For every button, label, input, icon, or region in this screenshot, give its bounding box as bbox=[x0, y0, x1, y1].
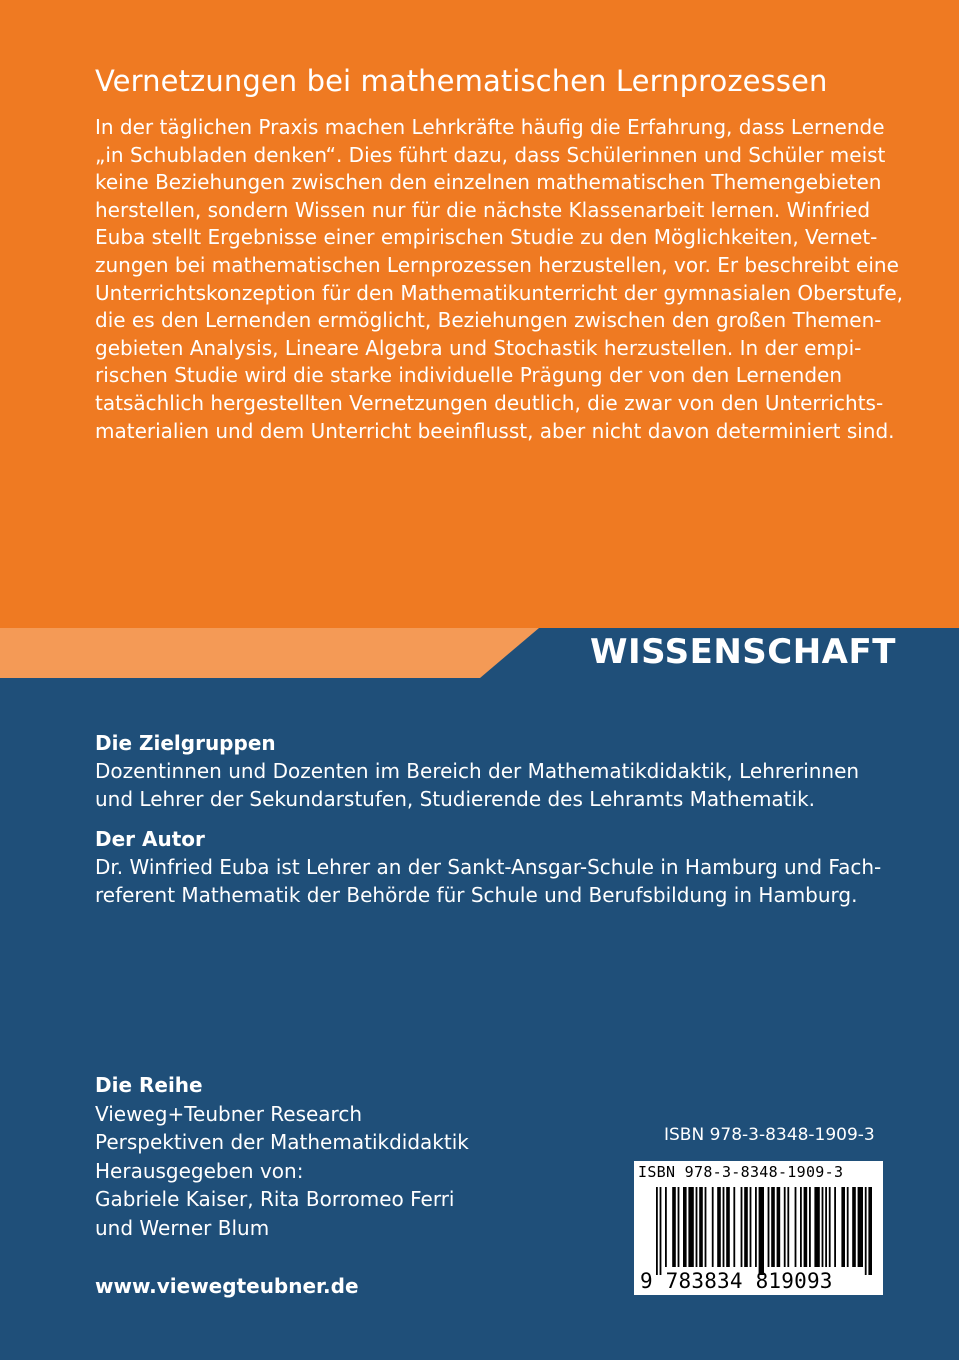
author-line: Dr. Winfried Euba ist Lehrer an der Sankt-Ansgar-Schule in Hamburg und Fach- bbox=[95, 855, 882, 879]
isbn-label: ISBN 978-3-8348-1909-3 bbox=[664, 1125, 875, 1145]
band-label: WISSENSCHAFT bbox=[590, 632, 896, 672]
target-groups-line: Dozentinnen und Dozenten im Bereich der Mathematikdidaktik, Lehrerinnen bbox=[95, 759, 860, 783]
series-line: Gabriele Kaiser, Rita Borromeo Ferri bbox=[95, 1187, 455, 1212]
barcode-bottom-text: 9 783834 819093 bbox=[640, 1269, 833, 1293]
author-section bbox=[95, 825, 881, 909]
description-line: „in Schubladen denken“. Dies führt dazu, dass Schülerinnen und Schüler meist bbox=[95, 142, 886, 167]
description-line: Euba stellt Ergebnisse einer empirischen Studie zu den Möglichkeiten, Vernet- bbox=[95, 225, 878, 250]
author-heading: Der Autor bbox=[95, 827, 205, 851]
description-line: Unterrichtskonzeption für den Mathematikunterricht der gymnasialen Oberstufe, bbox=[95, 280, 904, 305]
description-line: die es den Lernenden ermöglicht, Beziehungen zwischen den großen Themen- bbox=[95, 308, 882, 333]
target-groups-section bbox=[95, 729, 859, 813]
target-groups-heading: Die Zielgruppen bbox=[95, 731, 276, 755]
description-line: gebieten Analysis, Lineare Algebra und Stochastik herzustellen. In der empi- bbox=[95, 335, 862, 360]
series-line: und Werner Blum bbox=[95, 1215, 270, 1240]
description-line: zungen bei mathematischen Lernprozessen herzustellen, vor. Er beschreibt eine bbox=[95, 252, 899, 277]
series-section bbox=[95, 1071, 469, 1243]
series-line: Herausgegeben von: bbox=[95, 1158, 304, 1183]
author-line: referent Mathematik der Behörde für Schule und Berufsbildung in Hamburg. bbox=[95, 883, 858, 907]
description-line: In der täglichen Praxis machen Lehrkräfte häufig die Erfahrung, dass Lernende bbox=[95, 115, 885, 139]
description-line: tatsächlich hergestellten Vernetzungen deutlich, die zwar von den Unterrichts- bbox=[95, 390, 884, 415]
description bbox=[95, 114, 904, 445]
series-line: Perspektiven der Mathematikdidaktik bbox=[95, 1130, 469, 1155]
description-line: materialien und dem Unterricht beeinflusst, aber nicht davon determiniert sind. bbox=[95, 418, 895, 443]
series-heading: Die Reihe bbox=[95, 1073, 203, 1097]
barcode-top-text: ISBN 978-3-8348-1909-3 bbox=[638, 1163, 844, 1181]
description-line: keine Beziehungen zwischen den einzelnen mathematischen Themengebieten bbox=[95, 170, 882, 195]
series-line: Vieweg+Teubner Research bbox=[95, 1101, 363, 1126]
publisher-website[interactable]: www.viewegteubner.de bbox=[95, 1274, 359, 1298]
target-groups-line: und Lehrer der Sekundarstufen, Studierende des Lehramts Mathematik. bbox=[95, 787, 816, 811]
book-title: Vernetzungen bei mathematischen Lernprozessen bbox=[95, 64, 828, 98]
description-line: herstellen, sondern Wissen nur für die nächste Klassenarbeit lernen. Winfried bbox=[95, 197, 871, 222]
isbn-barcode bbox=[634, 1161, 883, 1295]
description-line: rischen Studie wird die starke individuelle Prägung der von den Lernenden bbox=[95, 363, 842, 388]
